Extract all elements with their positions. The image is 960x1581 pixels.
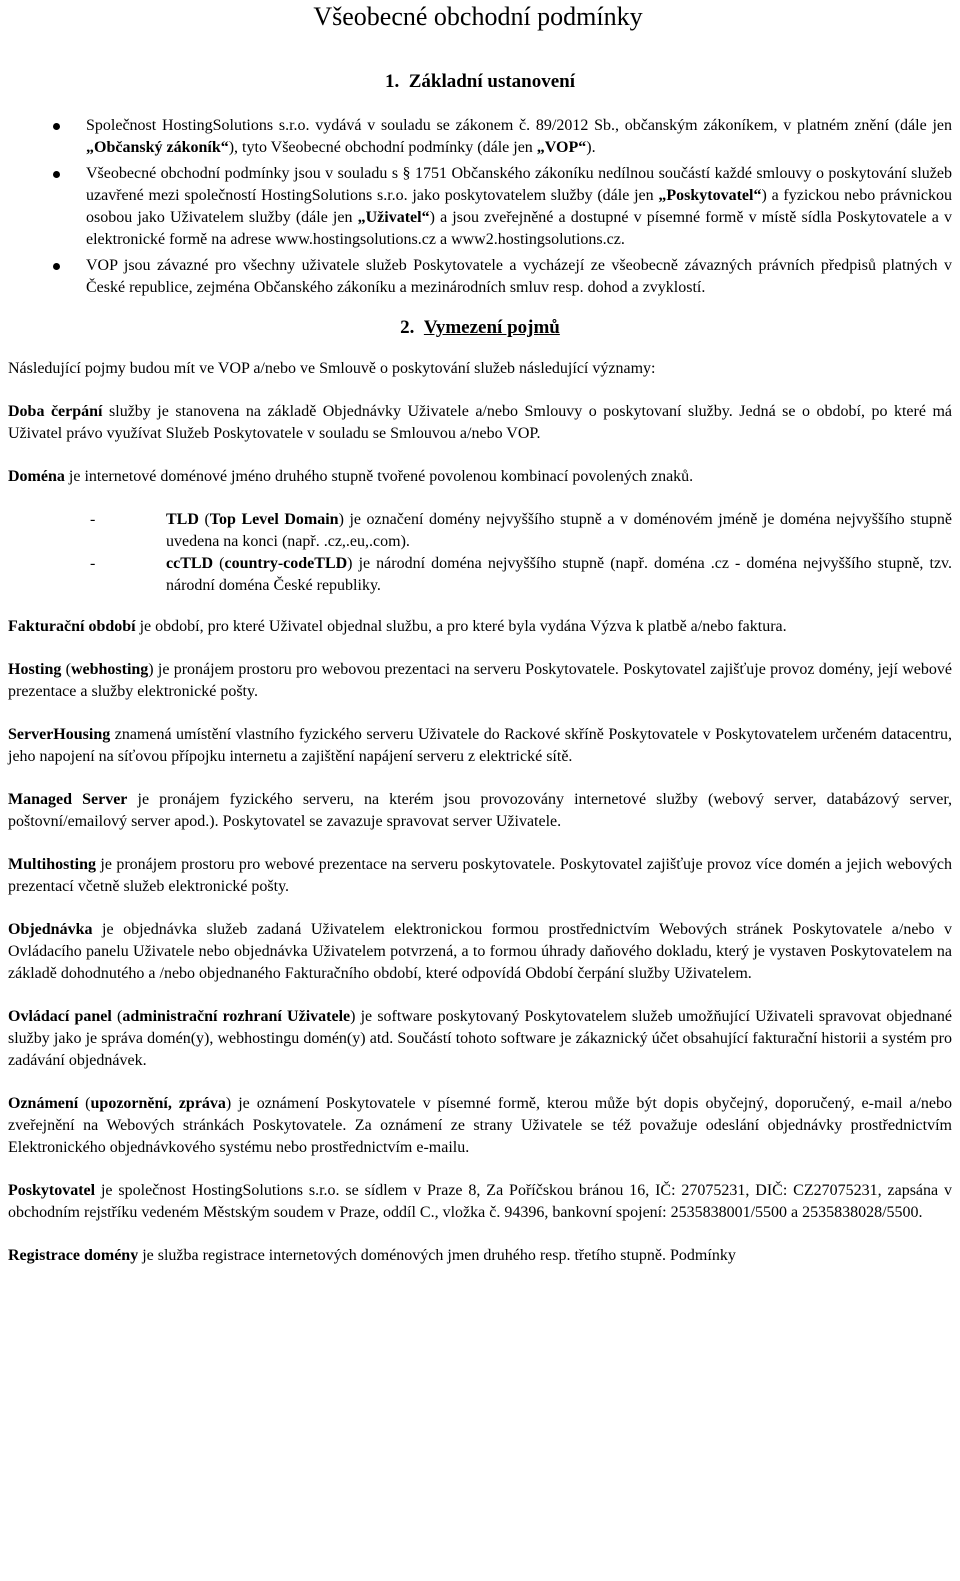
section-2-heading xyxy=(8,316,952,340)
section-1-list xyxy=(8,115,952,299)
definition-registrace-domeny: Registrace domény je služba registrace internetových doménových jmen druhého resp. třetího stupně. Podmínky xyxy=(8,1247,736,1264)
bullet-icon xyxy=(53,263,60,270)
definition-fakturacni-obdobi: Fakturační období je období, pro které Uživatel objednal službu, a pro které byla vydána Výzva k platbě a/nebo faktura. xyxy=(8,618,787,635)
definition-oznameni: Oznámení (upozornění, zpráva) je oznámení Poskytovatele v písemné formě, kterou může být dopis obyčejný, doporučený, e-mail a/nebo zveřejnění na Webových stránkách Poskytovatele. Za oznámení ze strany Uživatele se též považuje odeslání objednávky prostřednictvím Elektronického objednávkového systému nebo prostřednictvím e-mailu. xyxy=(8,1095,953,1156)
section-2-title: Vymezení pojmů xyxy=(423,317,560,338)
definition-ovladaci-panel: Ovládací panel (administrační rozhraní Uživatele) je software poskytovaný Poskytovatelem služeb umožňující Uživateli spravovat objednané služby jako je správa domén(y), webhostingu domén(y) atd. Součástí tohoto software je zákaznický účet obsahující fakturační historii a systém pro zadávání objednávek. xyxy=(8,1008,952,1069)
definition-serverhousing: ServerHousing znamená umístění vlastního fyzického serveru Uživatele do Rackové skříně Poskytovatele v Poskytovatelem určeném datacentru, jeho napojení na síťovou přípojku internetu a zajištění napájení serveru z elektrické sítě. xyxy=(8,726,952,765)
definition-domena: Doména je internetové doménové jméno druhého stupně tvořené povolenou kombinací povolených znaků. xyxy=(8,468,694,485)
section-1-title: Základní ustanovení xyxy=(408,71,576,92)
list-item: - ccTLD (country-codeTLD) je národní doména nejvyššího stupně (např. doména .cz - doména nejvyššího stupně, tzv. národní doména České republiky. xyxy=(90,555,953,594)
section-2-number: 2. xyxy=(400,317,415,338)
definition-hosting: Hosting (webhosting) je pronájem prostoru pro webovou prezentaci na serveru Poskytovatele. Poskytovatel zajišťuje provoz domény, její webové prezentace a služby elektronické pošty. xyxy=(8,661,952,700)
definition-objednavka: Objednávka je objednávka služeb zadaná Uživatelem elektronickou formou prostřednictvím Webových stránek Poskytovatele a/nebo v Ovládacího panelu Uživatele nebo objednávka Uživatelem potvrzená, a to formou úhrady daňového dokladu, který je vystaven Poskytovatelem na základě dohodnutého a /nebo objednaného Fakturačního období, které odpovídá Období čerpání služby Uživatelem. xyxy=(8,921,952,982)
section-1-heading xyxy=(8,70,952,94)
list-item: VOP jsou závazné pro všechny uživatele služeb Poskytovatele a vycházejí ze všeobecně závazných právních předpisů platných v České republice, zejména Občanského zákoníku a mezinárodních smluv resp. dohod a zvyklostí. xyxy=(8,255,952,299)
definition-multihosting: Multihosting je pronájem prostoru pro webové prezentace na serveru poskytovatele. Poskytovatel zajišťuje provoz více domén a jejich webových prezentací včetně služeb elektronické pošty. xyxy=(8,856,952,895)
list-item: Všeobecné obchodní podmínky jsou v souladu s § 1751 Občanského zákoníku nedílnou součástí každé smlouvy o poskytování služeb uzavřené mezi společností HostingSolutions s.r.o. jako poskytovatelem služby (dále jen „Poskytovatel“) a fyzickou nebo právnickou osobou jako Uživatelem služby (dále jen „Uživatel“) a jsou zveřejněné a dostupné v písemné formě v místě sídla Poskytovatele a v elektronické formě na adrese www.hostingsolutions.cz a www2.hostingsolutions.cz. xyxy=(8,163,952,251)
domain-types-list xyxy=(8,509,952,597)
section-1-number: 1. xyxy=(384,71,400,92)
list-item: Společnost HostingSolutions s.r.o. vydává v souladu se zákonem č. 89/2012 Sb., občanským zákoníkem, v platném znění (dále jen „Občanský zákoník“), tyto Všeobecné obchodní podmínky (dále jen „VOP“). xyxy=(8,115,952,159)
definition-managed-server: Managed Server je pronájem fyzického serveru, na kterém jsou provozovány internetové služby (webový server, databázový server, poštovní/emailový server apod.). Poskytovatel se zavazuje spravovat server Uživatele. xyxy=(8,791,953,830)
document-title: Všeobecné obchodní podmínky xyxy=(313,2,643,31)
section-2-intro: Následující pojmy budou mít ve VOP a/nebo ve Smlouvě o poskytování služeb následující významy: xyxy=(8,360,656,377)
dash-marker: - xyxy=(90,511,96,528)
list-item: - TLD (Top Level Domain) je označení domény nejvyššího stupně a v doménovém jméně je doména nejvyššího stupně uvedena na konci (např. .cz,.eu,.com). xyxy=(90,511,952,550)
definition-poskytovatel: Poskytovatel je společnost HostingSolutions s.r.o. se sídlem v Praze 8, Za Poříčskou bránou 16, IČ: 27075231, DIČ: CZ27075231, zapsána v obchodním rejstříku vedeném Městským soudem v Praze, oddíl C., vložka č. 94396, bankovní spojení: 2535838001/5500 a 2535838028/5500. xyxy=(8,1182,952,1221)
dash-marker: - xyxy=(90,555,96,572)
definition-doba-cerpani: Doba čerpání služby je stanovena na základě Objednávky Uživatele a/nebo Smlouvy o poskytovaní služby. Jedná se o období, po které má Uživatel právo využívat Služeb Poskytovatele v souladu se Smlouvou a/nebo VOP. xyxy=(8,403,953,442)
bullet-icon xyxy=(53,171,60,178)
bullet-icon xyxy=(53,123,60,130)
